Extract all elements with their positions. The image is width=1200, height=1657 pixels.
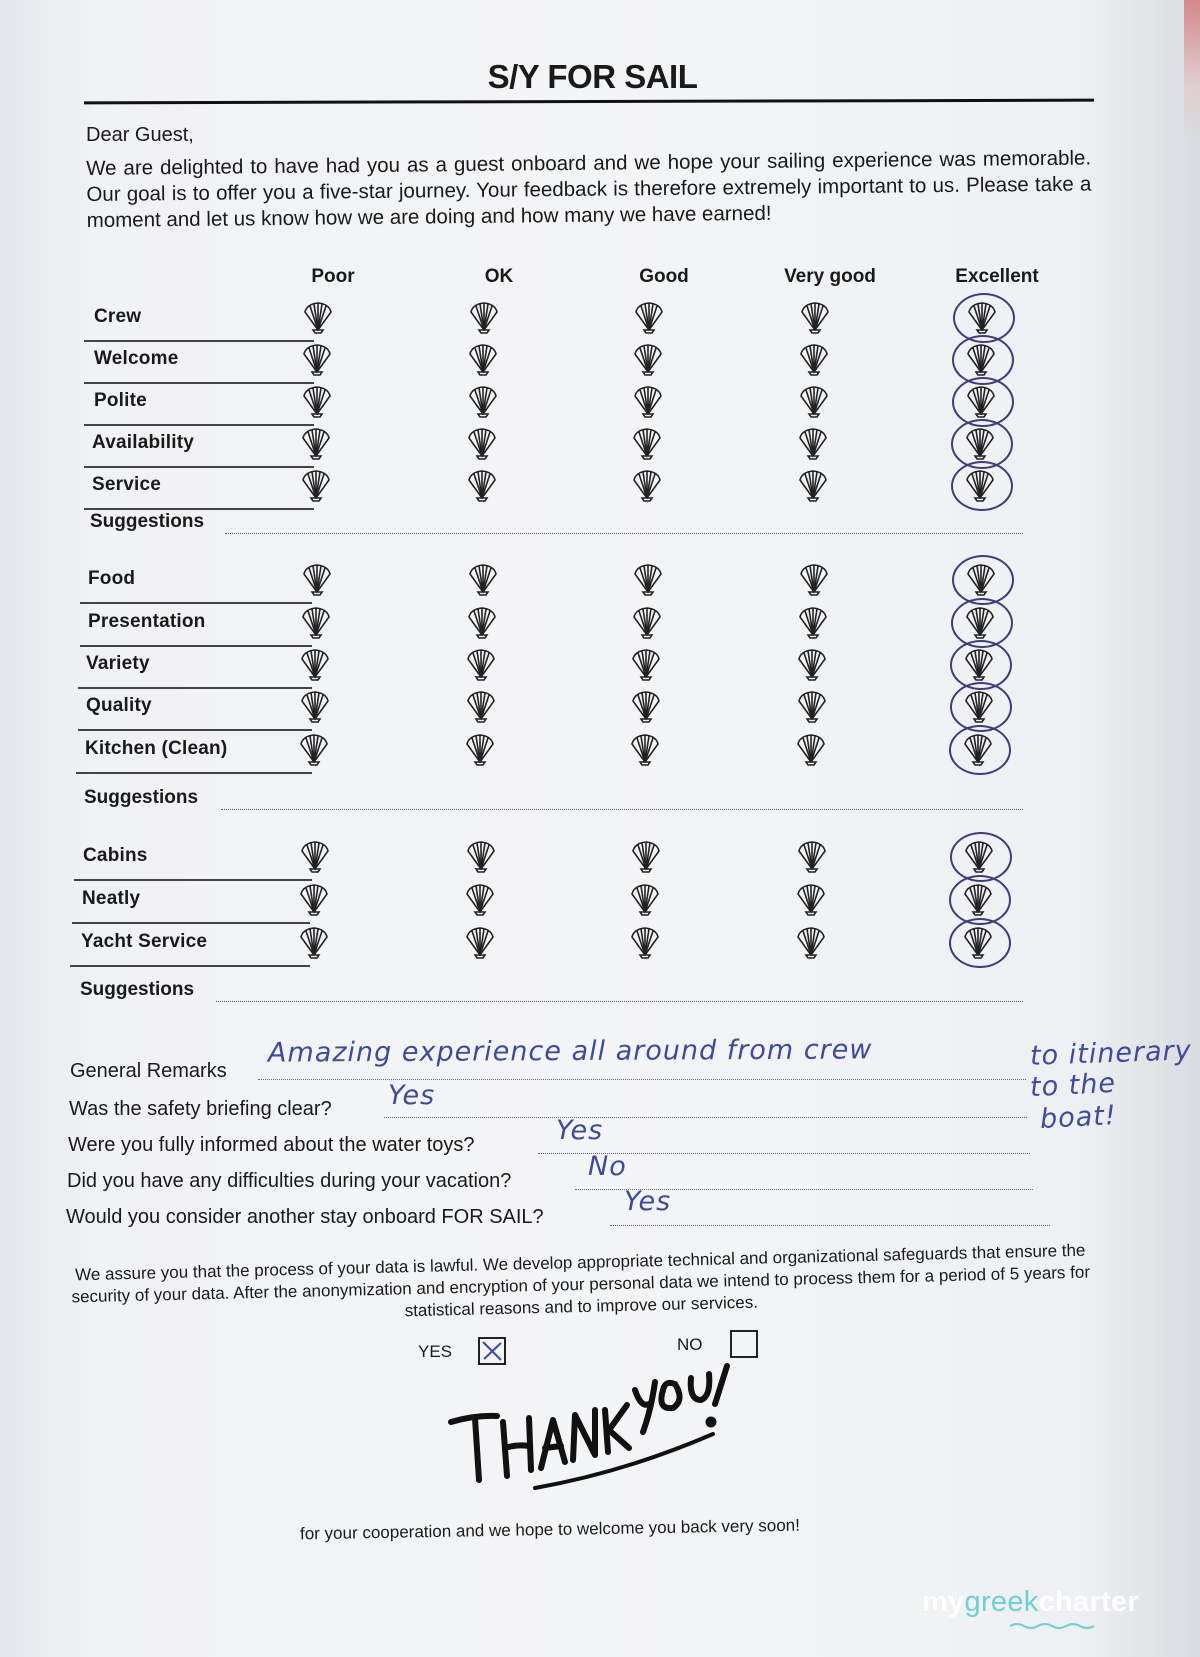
row-label: Welcome bbox=[94, 348, 179, 369]
handwritten-answer: Yes bbox=[388, 1080, 436, 1111]
thank-you-handwriting bbox=[445, 1360, 735, 1500]
scallop-shell-icon[interactable] bbox=[465, 605, 499, 639]
scallop-shell-icon[interactable] bbox=[464, 839, 498, 873]
scallop-shell-icon[interactable] bbox=[631, 562, 665, 596]
footer-text: for your cooperation and we hope to welcome you back very soon! bbox=[299, 1515, 801, 1544]
scallop-shell-icon[interactable] bbox=[463, 925, 497, 959]
scallop-shell-icon[interactable] bbox=[794, 732, 828, 766]
rating-header-good: Good bbox=[639, 266, 689, 287]
handwritten-answer: No bbox=[588, 1151, 627, 1182]
row-underline bbox=[84, 340, 314, 342]
selected-circle-mark bbox=[949, 918, 1011, 968]
scallop-shell-icon[interactable] bbox=[629, 647, 663, 681]
scallop-shell-icon[interactable] bbox=[467, 300, 501, 334]
rating-header-excellent: Excellent bbox=[955, 266, 1039, 287]
scallop-shell-icon[interactable] bbox=[297, 925, 331, 959]
scallop-shell-icon[interactable] bbox=[796, 468, 830, 502]
suggestions-label: Suggestions bbox=[80, 979, 195, 1000]
scallop-shell-icon[interactable] bbox=[300, 384, 334, 418]
row-label: Polite bbox=[94, 390, 147, 411]
answer-field[interactable] bbox=[258, 1079, 1026, 1080]
scallop-shell-icon[interactable] bbox=[300, 562, 334, 596]
form-title: S/Y FOR SAIL bbox=[487, 58, 698, 95]
row-underline bbox=[80, 645, 312, 647]
handwritten-answer: Yes bbox=[624, 1186, 672, 1217]
scallop-shell-icon[interactable] bbox=[798, 300, 832, 334]
row-underline bbox=[70, 965, 310, 967]
scallop-shell-icon[interactable] bbox=[962, 689, 996, 723]
answer-field[interactable] bbox=[610, 1225, 1050, 1226]
scallop-shell-icon[interactable] bbox=[965, 300, 999, 334]
suggestions-field[interactable] bbox=[225, 533, 1023, 534]
scallop-shell-icon[interactable] bbox=[962, 839, 996, 873]
row-underline bbox=[72, 922, 310, 924]
row-label: Yacht Service bbox=[81, 931, 208, 952]
handwritten-remark-line: Amazing experience all around from crew bbox=[267, 1034, 873, 1069]
row-label: Food bbox=[88, 568, 136, 589]
row-underline bbox=[84, 466, 314, 468]
brand-part-3: charter bbox=[1038, 1586, 1139, 1618]
suggestions-field[interactable] bbox=[216, 1001, 1023, 1002]
handwritten-remark-line: boat! bbox=[1039, 1100, 1118, 1135]
title-rule bbox=[84, 99, 1094, 105]
privacy-notice: We assure you that the process of your data is lawful. We develop appropriate technical and organizational safeguards that ensure the security of your data. After the anonymization and encryption of your personal data we intend to process them for a period of 5 years for statistical reasons and to improve our services. bbox=[71, 1240, 1091, 1321]
scallop-shell-icon[interactable] bbox=[466, 384, 500, 418]
scallop-shell-icon[interactable] bbox=[298, 839, 332, 873]
greeting: Dear Guest, bbox=[86, 124, 194, 146]
row-label: Service bbox=[92, 474, 162, 495]
scallop-shell-icon[interactable] bbox=[796, 426, 830, 460]
consent-yes-label: YES bbox=[418, 1342, 453, 1361]
scallop-shell-icon[interactable] bbox=[630, 605, 664, 639]
scallop-shell-icon[interactable] bbox=[463, 882, 497, 916]
scallop-shell-icon[interactable] bbox=[301, 300, 335, 334]
scallop-shell-icon[interactable] bbox=[963, 468, 997, 502]
scallop-shell-icon[interactable] bbox=[795, 647, 829, 681]
scallop-shell-icon[interactable] bbox=[465, 426, 499, 460]
row-underline bbox=[78, 729, 312, 731]
scallop-shell-icon[interactable] bbox=[964, 562, 998, 596]
scallop-shell-icon[interactable] bbox=[795, 689, 829, 723]
suggestions-label: Suggestions bbox=[84, 787, 199, 808]
handwritten-answer: Yes bbox=[556, 1115, 604, 1146]
brand-watermark bbox=[922, 1586, 1139, 1619]
row-label: Presentation bbox=[88, 611, 206, 632]
row-underline bbox=[84, 424, 314, 426]
question-label: Would you consider another stay onboard FOR SAIL? bbox=[66, 1206, 544, 1228]
scallop-shell-icon[interactable] bbox=[794, 925, 828, 959]
scallop-shell-icon[interactable] bbox=[631, 384, 665, 418]
row-label: Variety bbox=[86, 653, 150, 674]
scallop-shell-icon[interactable] bbox=[964, 384, 998, 418]
scallop-shell-icon[interactable] bbox=[630, 468, 664, 502]
question-label: Did you have any difficulties during your vacation? bbox=[67, 1170, 512, 1192]
brand-part-2: greek bbox=[964, 1586, 1039, 1618]
scallop-shell-icon[interactable] bbox=[628, 732, 662, 766]
row-label: Crew bbox=[94, 306, 142, 327]
suggestions-label: Suggestions bbox=[90, 511, 205, 532]
paper-edge bbox=[1184, 0, 1200, 140]
rating-header-ok: OK bbox=[484, 266, 514, 287]
consent-no-checkbox[interactable] bbox=[730, 1330, 758, 1358]
question-label: Was the safety briefing clear? bbox=[69, 1098, 332, 1120]
scallop-shell-icon[interactable] bbox=[797, 562, 831, 596]
scallop-shell-icon[interactable] bbox=[463, 732, 497, 766]
scallop-shell-icon[interactable] bbox=[962, 647, 996, 681]
scallop-shell-icon[interactable] bbox=[961, 732, 995, 766]
scallop-shell-icon[interactable] bbox=[466, 562, 500, 596]
suggestions-field[interactable] bbox=[221, 809, 1023, 810]
scallop-shell-icon[interactable] bbox=[795, 839, 829, 873]
scallop-shell-icon[interactable] bbox=[297, 732, 331, 766]
consent-no-label: NO bbox=[677, 1335, 703, 1354]
scallop-shell-icon[interactable] bbox=[299, 605, 333, 639]
row-label: Availability bbox=[92, 432, 195, 453]
scallop-shell-icon[interactable] bbox=[297, 882, 331, 916]
rating-header-poor: Poor bbox=[311, 266, 355, 287]
selected-circle-mark bbox=[951, 461, 1013, 511]
scallop-shell-icon[interactable] bbox=[298, 647, 332, 681]
scallop-shell-icon[interactable] bbox=[628, 882, 662, 916]
question-label: Were you fully informed about the water toys? bbox=[68, 1134, 475, 1156]
scallop-shell-icon[interactable] bbox=[299, 468, 333, 502]
row-underline bbox=[80, 602, 312, 604]
row-underline bbox=[84, 508, 314, 510]
scallop-shell-icon[interactable] bbox=[300, 342, 334, 376]
scallop-shell-icon[interactable] bbox=[796, 605, 830, 639]
scallop-shell-icon[interactable] bbox=[628, 925, 662, 959]
row-label: Neatly bbox=[82, 888, 141, 909]
brand-part-1: my bbox=[922, 1586, 965, 1618]
row-underline bbox=[84, 382, 314, 384]
answer-field[interactable] bbox=[384, 1117, 1027, 1118]
scallop-shell-icon[interactable] bbox=[630, 426, 664, 460]
question-label: General Remarks bbox=[70, 1060, 227, 1082]
scallop-shell-icon[interactable] bbox=[466, 342, 500, 376]
scallop-shell-icon[interactable] bbox=[629, 689, 663, 723]
scallop-shell-icon[interactable] bbox=[465, 468, 499, 502]
intro-paragraph: We are delighted to have had you as a guest onboard and we hope your sailing experience was memorable. Our goal is to offer you a five-star journey. Your feedback is therefore extremely important to us. Please take a moment and let us know how we are doing and how many we have earned! bbox=[86, 146, 1092, 232]
row-label: Quality bbox=[86, 695, 152, 716]
scallop-shell-icon[interactable] bbox=[794, 882, 828, 916]
scallop-shell-icon[interactable] bbox=[464, 647, 498, 681]
scallop-shell-icon[interactable] bbox=[629, 839, 663, 873]
handwritten-remark-line: to itinerary bbox=[1029, 1035, 1193, 1072]
scallop-shell-icon[interactable] bbox=[963, 605, 997, 639]
scallop-shell-icon[interactable] bbox=[631, 342, 665, 376]
row-underline bbox=[76, 772, 312, 774]
scallop-shell-icon[interactable] bbox=[961, 925, 995, 959]
scallop-shell-icon[interactable] bbox=[299, 426, 333, 460]
row-underline bbox=[74, 879, 312, 881]
row-label: Kitchen (Clean) bbox=[85, 738, 228, 759]
scallop-shell-icon[interactable] bbox=[464, 689, 498, 723]
rating-header-very-good: Very good bbox=[784, 266, 876, 287]
scallop-shell-icon[interactable] bbox=[961, 882, 995, 916]
row-underline bbox=[78, 687, 312, 689]
handwritten-remark-line: to the bbox=[1029, 1067, 1117, 1104]
scallop-shell-icon[interactable] bbox=[964, 342, 998, 376]
brand-wave-icon bbox=[1010, 1622, 1100, 1630]
scallop-shell-icon[interactable] bbox=[797, 342, 831, 376]
scallop-shell-icon[interactable] bbox=[298, 689, 332, 723]
row-label: Cabins bbox=[83, 845, 148, 866]
scallop-shell-icon[interactable] bbox=[963, 426, 997, 460]
scallop-shell-icon[interactable] bbox=[632, 300, 666, 334]
scallop-shell-icon[interactable] bbox=[797, 384, 831, 418]
selected-circle-mark bbox=[949, 725, 1011, 775]
